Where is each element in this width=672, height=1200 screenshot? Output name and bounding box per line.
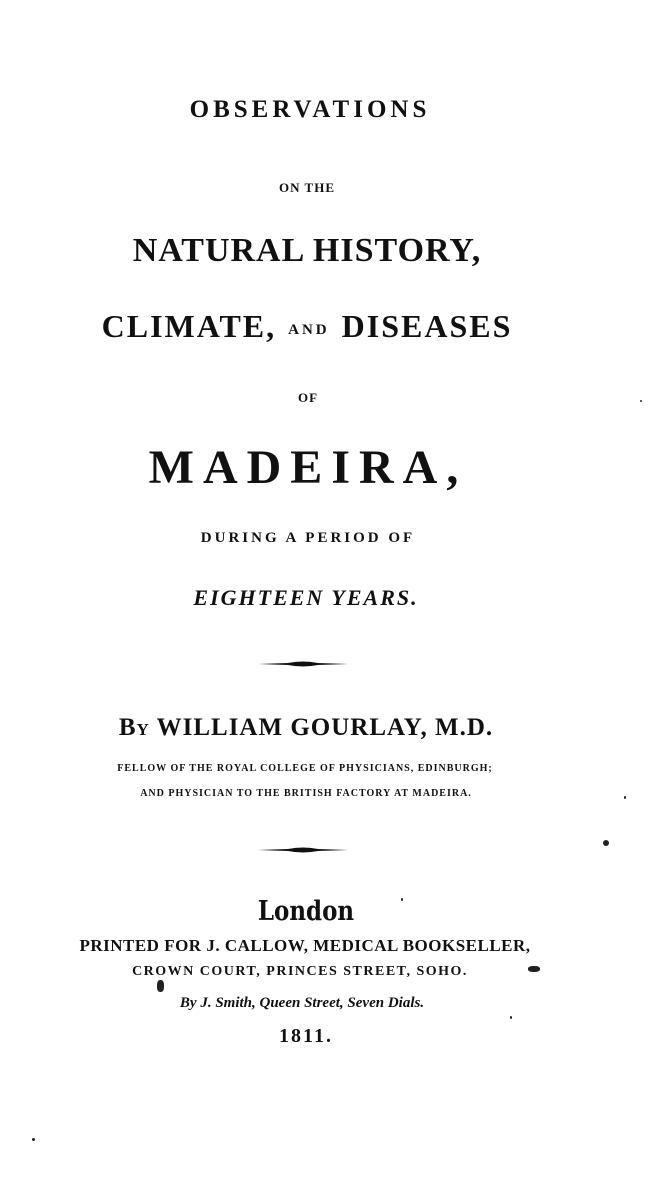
title-natural-history: NATURAL HISTORY, xyxy=(132,232,482,269)
imprint-year: 1811. xyxy=(279,1025,333,1047)
imprint-printer: PRINTED FOR J. CALLOW, MEDICAL BOOKSELLER, xyxy=(79,936,531,955)
imprint-place: London xyxy=(257,896,355,927)
imprint-printed-by: By J. Smith, Queen Street, Seven Dials. xyxy=(179,995,425,1011)
title-madeira: MADEIRA, xyxy=(148,441,468,494)
ink-speck xyxy=(603,840,609,846)
title-of: OF xyxy=(297,390,319,405)
title-climate-line xyxy=(102,308,513,345)
ink-speck xyxy=(624,796,626,799)
title-diseases: DISEASES xyxy=(341,308,513,344)
imprint-address: CROWN COURT, PRINCES STREET, SOHO. xyxy=(132,964,468,979)
author-credential-physician: AND PHYSICIAN TO THE BRITISH FACTORY AT MADEIRA. xyxy=(140,788,472,799)
author-credential-fellow: FELLOW OF THE ROYAL COLLEGE OF PHYSICIANS, EDINBURGH; xyxy=(117,763,493,774)
ink-speck xyxy=(401,898,403,901)
author-by-y: Y xyxy=(136,720,150,739)
ink-speck xyxy=(157,980,164,992)
title-on-the: ON THE xyxy=(279,180,335,195)
author-line xyxy=(119,714,493,742)
ink-speck xyxy=(528,966,540,972)
subtitle-during-period: DURING A PERIOD OF xyxy=(200,530,416,546)
author-by-b: B xyxy=(118,714,137,741)
title-and: AND xyxy=(288,322,330,338)
author-name: WILLIAM GOURLAY, M.D. xyxy=(156,714,494,741)
title-observations: OBSERVATIONS xyxy=(189,96,431,123)
ornamental-rule-top xyxy=(258,660,348,668)
ink-speck xyxy=(32,1138,35,1141)
ink-speck xyxy=(640,400,642,402)
ornamental-rule-bottom xyxy=(258,846,348,854)
ink-speck xyxy=(510,1016,512,1019)
subtitle-eighteen-years: EIGHTEEN YEARS. xyxy=(193,585,419,610)
title-climate: CLIMATE, xyxy=(101,308,277,344)
